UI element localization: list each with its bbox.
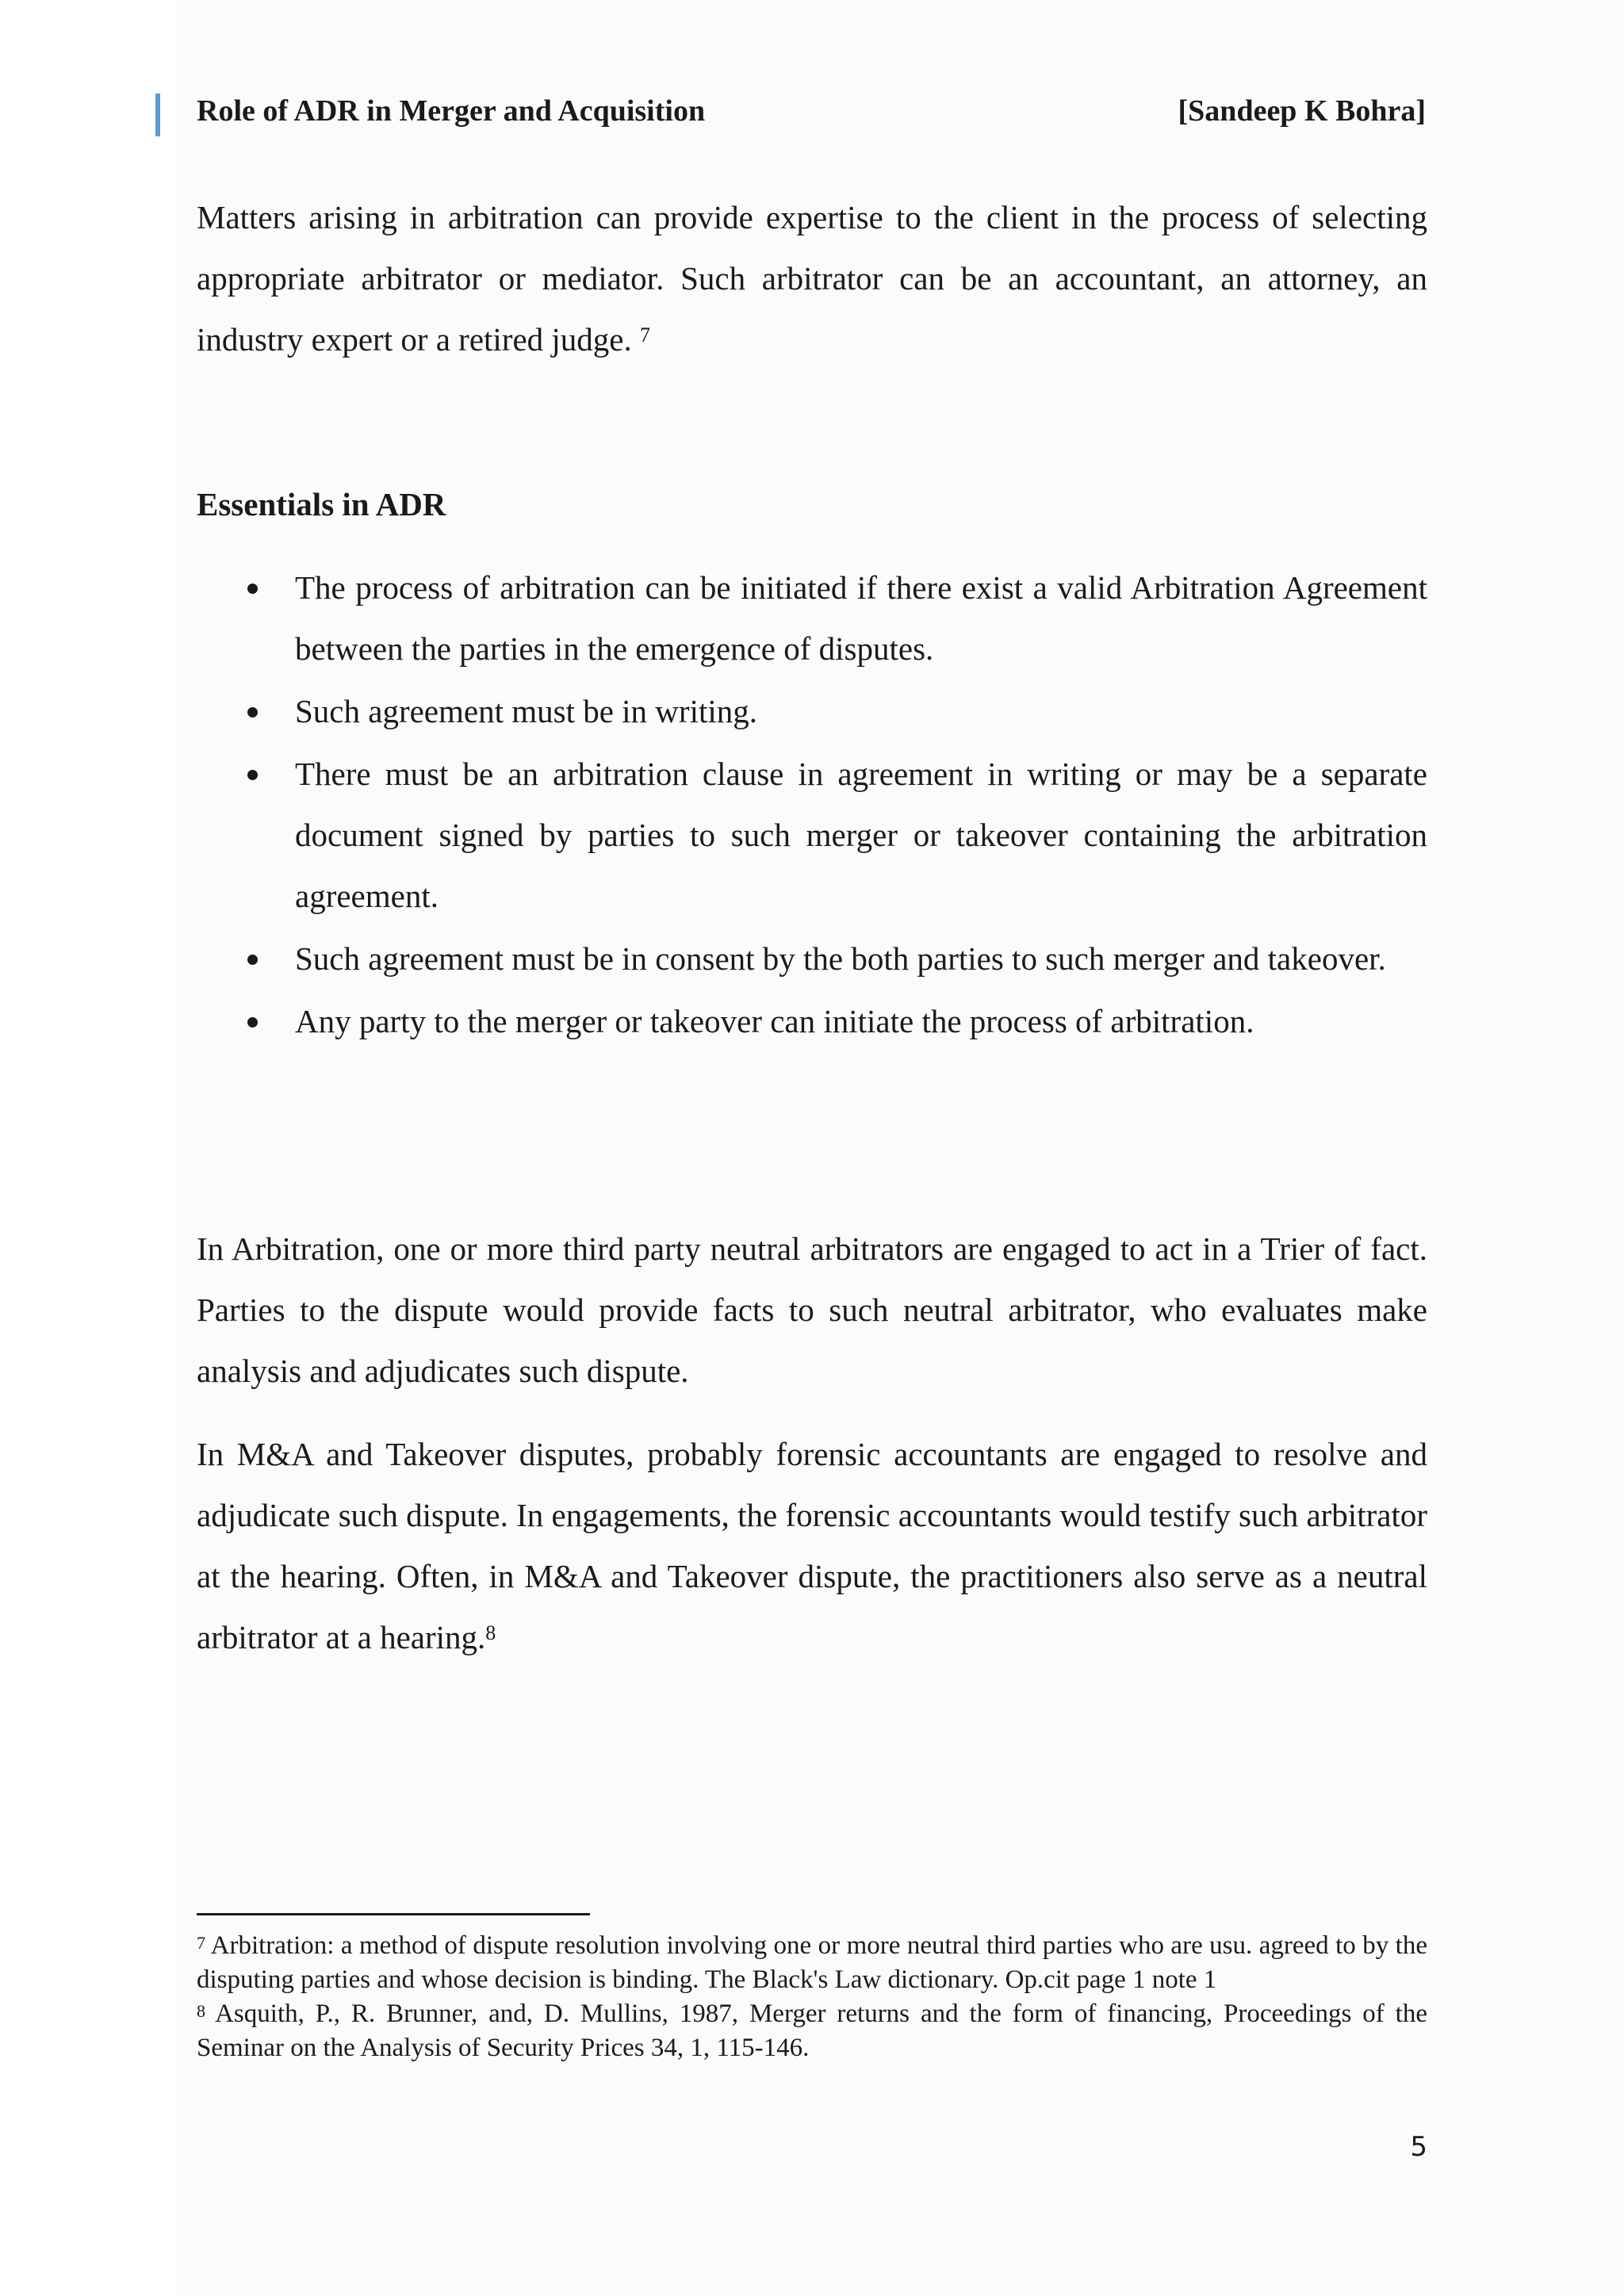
bullet-icon: [247, 955, 258, 965]
intro-text: Matters arising in arbitration can provide expertise to the client in the process of selecting appropriate arbitrator or mediator. Such arbitrator can be an accountant, an attorney, an industry expert or a retired judge.: [197, 199, 1427, 358]
bullet-icon: [247, 1017, 258, 1027]
page-number: 5: [1410, 2131, 1427, 2163]
footnote-7: [197, 1929, 1427, 1997]
footnote-8: [197, 1997, 1427, 2065]
ma-disputes-text: In M&A and Takeover disputes, probably forensic accountants are engaged to resolve and adjudicate such dispute. In engagements, the forensic accountants would testify such arbitrator at the hearing. Often, in M&A and Takeover dispute, the practitioners also serve as a neutral arbitrator at a hearing.: [197, 1436, 1427, 1655]
list-item: [197, 557, 1427, 679]
bullet-icon: [247, 707, 258, 718]
list-item-text: There must be an arbitration clause in agreement in writing or may be a separate document signed by parties to such merger or takeover containing the arbitration agreement.: [295, 756, 1427, 914]
intro-paragraph: [197, 187, 1427, 370]
footnote-ref-7: 7: [640, 323, 651, 346]
header-accent-bar: [155, 94, 160, 136]
list-item: [197, 991, 1427, 1052]
footnote-ref-8: 8: [485, 1621, 496, 1644]
footnote-number: 8: [197, 2001, 205, 2021]
header-title: Role of ADR in Merger and Acquisition: [197, 94, 706, 128]
arbitration-paragraph: In Arbitration, one or more third party neutral arbitrators are engaged to act in a Trier of fact. Parties to the dispute would provide facts to such neutral arbitrator, who evaluates make analysis and adjudicates such dispute.: [197, 1230, 1427, 1389]
footnotes: [197, 1929, 1427, 2065]
list-item: [197, 681, 1427, 742]
bullet-icon: [247, 584, 258, 594]
list-item: [197, 928, 1427, 989]
footnote-text: Asquith, P., R. Brunner, and, D. Mullins, 1987, Merger returns and the form of financing, Proceedings of the Seminar on the Analysis of Security Prices 34, 1, 115-146.: [197, 1999, 1427, 2062]
header-author: [Sandeep K Bohra]: [1178, 94, 1426, 128]
footnote-separator: [197, 1913, 590, 1915]
footnote-number: 7: [197, 1933, 205, 1953]
list-item-text: Such agreement must be in writing.: [295, 693, 757, 729]
footnote-text: Arbitration: a method of dispute resolution involving one or more neutral third parties who are usu. agreed to by the disputing parties and whose decision is binding. The Black's Law dictionary. Op.cit page 1 note 1: [197, 1931, 1427, 1994]
essentials-list: [197, 557, 1427, 1054]
section-heading: Essentials in ADR: [197, 486, 446, 522]
bullet-icon: [247, 770, 258, 780]
list-item-text: Such agreement must be in consent by the both parties to such merger and takeover.: [295, 940, 1386, 977]
list-item-text: Any party to the merger or takeover can initiate the process of arbitration.: [295, 1003, 1254, 1039]
list-item-text: The process of arbitration can be initiated if there exist a valid Arbitration Agreement between the parties in the emergence of disputes.: [295, 569, 1427, 667]
ma-disputes-paragraph: [197, 1424, 1427, 1668]
list-item: [197, 744, 1427, 927]
